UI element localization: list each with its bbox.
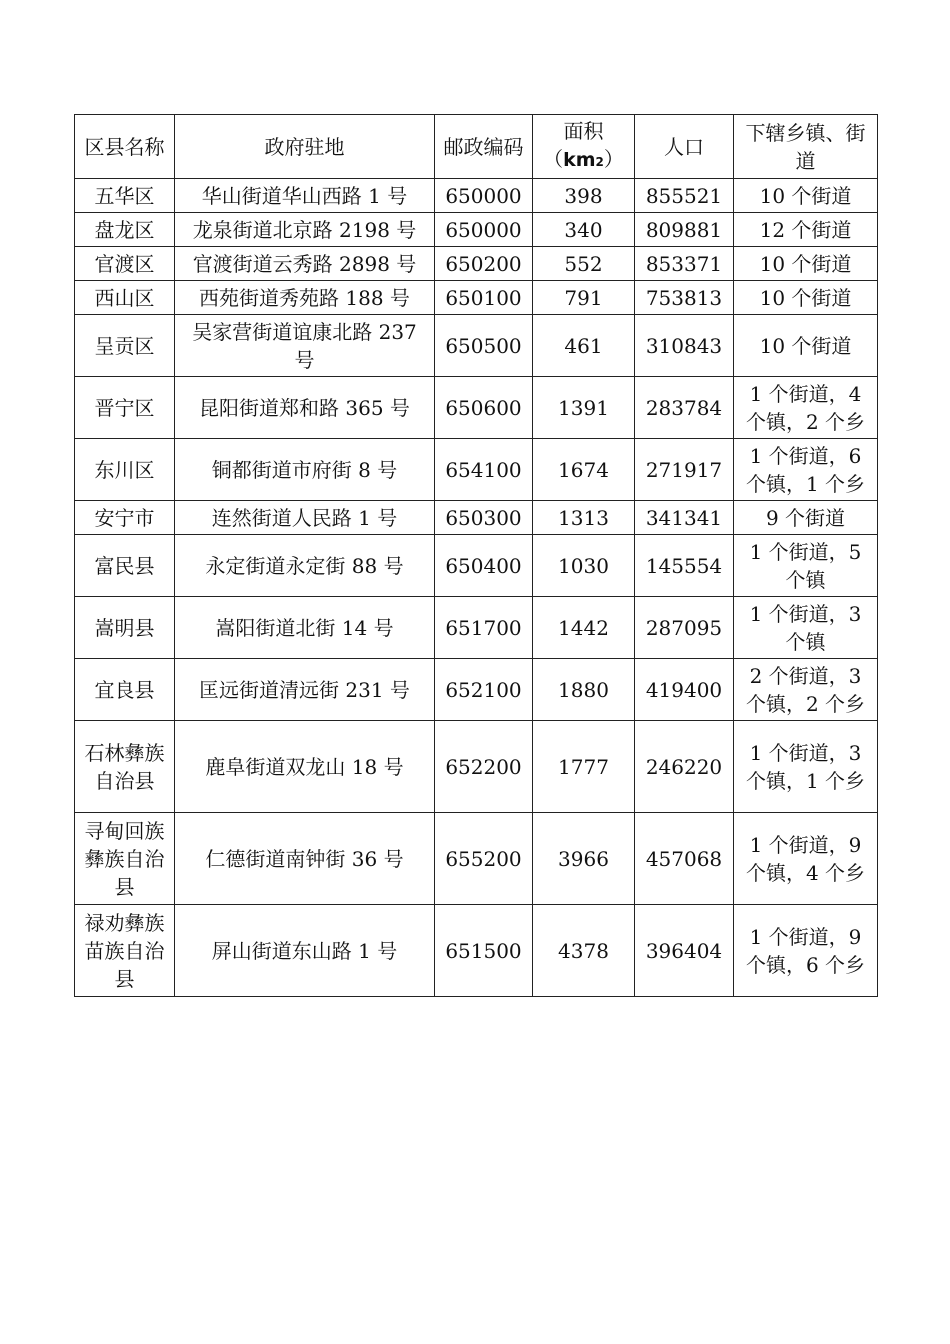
- cell-postcode: 655200: [435, 813, 533, 905]
- cell-subdivisions: 10 个街道: [734, 315, 878, 377]
- table-row: [75, 179, 878, 213]
- header-postcode: 邮政编码: [435, 115, 533, 179]
- cell-seat: 昆阳街道郑和路 365 号: [175, 377, 435, 439]
- table-row: [75, 315, 878, 377]
- district-table: [74, 114, 878, 997]
- cell-population: 310843: [635, 315, 734, 377]
- cell-population: 809881: [635, 213, 734, 247]
- cell-population: 246220: [635, 721, 734, 813]
- cell-name: 呈贡区: [75, 315, 175, 377]
- cell-population: 457068: [635, 813, 734, 905]
- cell-name: 石林彝族自治县: [75, 721, 175, 813]
- table-row: [75, 535, 878, 597]
- table-row: [75, 247, 878, 281]
- header-name: 区县名称: [75, 115, 175, 179]
- cell-seat: 铜都街道市府街 8 号: [175, 439, 435, 501]
- cell-area: 3966: [533, 813, 635, 905]
- cell-area: 791: [533, 281, 635, 315]
- cell-seat: 鹿阜街道双龙山 18 号: [175, 721, 435, 813]
- table-row: [75, 905, 878, 997]
- cell-seat: 华山街道华山西路 1 号: [175, 179, 435, 213]
- cell-subdivisions: 10 个街道: [734, 247, 878, 281]
- cell-seat: 官渡街道云秀路 2898 号: [175, 247, 435, 281]
- cell-seat: 仁德街道南钟街 36 号: [175, 813, 435, 905]
- cell-postcode: 651700: [435, 597, 533, 659]
- cell-area: 1313: [533, 501, 635, 535]
- cell-population: 271917: [635, 439, 734, 501]
- cell-seat: 吴家营街道谊康北路 237 号: [175, 315, 435, 377]
- table-row: [75, 281, 878, 315]
- cell-area: 1030: [533, 535, 635, 597]
- cell-population: 287095: [635, 597, 734, 659]
- cell-subdivisions: 1 个街道，3 个镇，1 个乡: [734, 721, 878, 813]
- cell-subdivisions: 9 个街道: [734, 501, 878, 535]
- cell-area: 1391: [533, 377, 635, 439]
- cell-postcode: 652200: [435, 721, 533, 813]
- header-area-unit-open: （: [543, 147, 564, 171]
- cell-postcode: 650200: [435, 247, 533, 281]
- table-row: [75, 377, 878, 439]
- cell-population: 283784: [635, 377, 734, 439]
- cell-population: 419400: [635, 659, 734, 721]
- cell-population: 145554: [635, 535, 734, 597]
- cell-area: 1880: [533, 659, 635, 721]
- cell-postcode: 654100: [435, 439, 533, 501]
- cell-population: 855521: [635, 179, 734, 213]
- cell-subdivisions: 1 个街道，3 个镇: [734, 597, 878, 659]
- cell-name: 安宁市: [75, 501, 175, 535]
- header-area-label: 面积: [563, 119, 604, 143]
- cell-name: 宜良县: [75, 659, 175, 721]
- cell-seat: 西苑街道秀苑路 188 号: [175, 281, 435, 315]
- table-header-row: [75, 115, 878, 179]
- cell-postcode: 650500: [435, 315, 533, 377]
- cell-subdivisions: 12 个街道: [734, 213, 878, 247]
- cell-seat: 永定街道永定街 88 号: [175, 535, 435, 597]
- cell-area: 4378: [533, 905, 635, 997]
- cell-seat: 嵩阳街道北街 14 号: [175, 597, 435, 659]
- cell-postcode: 650600: [435, 377, 533, 439]
- cell-postcode: 652100: [435, 659, 533, 721]
- cell-name: 嵩明县: [75, 597, 175, 659]
- cell-name: 官渡区: [75, 247, 175, 281]
- cell-name: 禄劝彝族苗族自治县: [75, 905, 175, 997]
- cell-postcode: 650400: [435, 535, 533, 597]
- cell-population: 753813: [635, 281, 734, 315]
- header-population: 人口: [635, 115, 734, 179]
- cell-subdivisions: 2 个街道，3 个镇，2 个乡: [734, 659, 878, 721]
- cell-area: 461: [533, 315, 635, 377]
- table-row: [75, 721, 878, 813]
- cell-seat: 龙泉街道北京路 2198 号: [175, 213, 435, 247]
- table-row: [75, 659, 878, 721]
- cell-area: 398: [533, 179, 635, 213]
- cell-area: 1674: [533, 439, 635, 501]
- cell-seat: 连然街道人民路 1 号: [175, 501, 435, 535]
- cell-population: 341341: [635, 501, 734, 535]
- cell-postcode: 650300: [435, 501, 533, 535]
- cell-name: 西山区: [75, 281, 175, 315]
- header-area-unit-sup: 2: [595, 155, 604, 169]
- cell-name: 五华区: [75, 179, 175, 213]
- cell-postcode: 650100: [435, 281, 533, 315]
- header-subdivisions: 下辖乡镇、街道: [734, 115, 878, 179]
- cell-area: 552: [533, 247, 635, 281]
- cell-area: 340: [533, 213, 635, 247]
- cell-area: 1442: [533, 597, 635, 659]
- table-row: [75, 439, 878, 501]
- table-row: [75, 597, 878, 659]
- table-row: [75, 213, 878, 247]
- cell-subdivisions: 1 个街道，9 个镇，4 个乡: [734, 813, 878, 905]
- header-area-unit: km: [563, 149, 596, 171]
- cell-area: 1777: [533, 721, 635, 813]
- table-row: [75, 813, 878, 905]
- cell-seat: 匡远街道清远街 231 号: [175, 659, 435, 721]
- cell-postcode: 650000: [435, 179, 533, 213]
- cell-name: 东川区: [75, 439, 175, 501]
- cell-subdivisions: 1 个街道，4 个镇，2 个乡: [734, 377, 878, 439]
- cell-name: 寻甸回族彝族自治县: [75, 813, 175, 905]
- header-seat: 政府驻地: [175, 115, 435, 179]
- header-area: [533, 115, 635, 179]
- cell-postcode: 650000: [435, 213, 533, 247]
- cell-name: 晋宁区: [75, 377, 175, 439]
- cell-postcode: 651500: [435, 905, 533, 997]
- cell-subdivisions: 1 个街道，9 个镇，6 个乡: [734, 905, 878, 997]
- cell-subdivisions: 10 个街道: [734, 281, 878, 315]
- cell-name: 盘龙区: [75, 213, 175, 247]
- cell-subdivisions: 1 个街道，6 个镇，1 个乡: [734, 439, 878, 501]
- header-area-unit-close: ）: [603, 147, 624, 171]
- cell-seat: 屏山街道东山路 1 号: [175, 905, 435, 997]
- cell-name: 富民县: [75, 535, 175, 597]
- cell-population: 396404: [635, 905, 734, 997]
- table-row: [75, 501, 878, 535]
- cell-subdivisions: 10 个街道: [734, 179, 878, 213]
- cell-subdivisions: 1 个街道，5 个镇: [734, 535, 878, 597]
- cell-population: 853371: [635, 247, 734, 281]
